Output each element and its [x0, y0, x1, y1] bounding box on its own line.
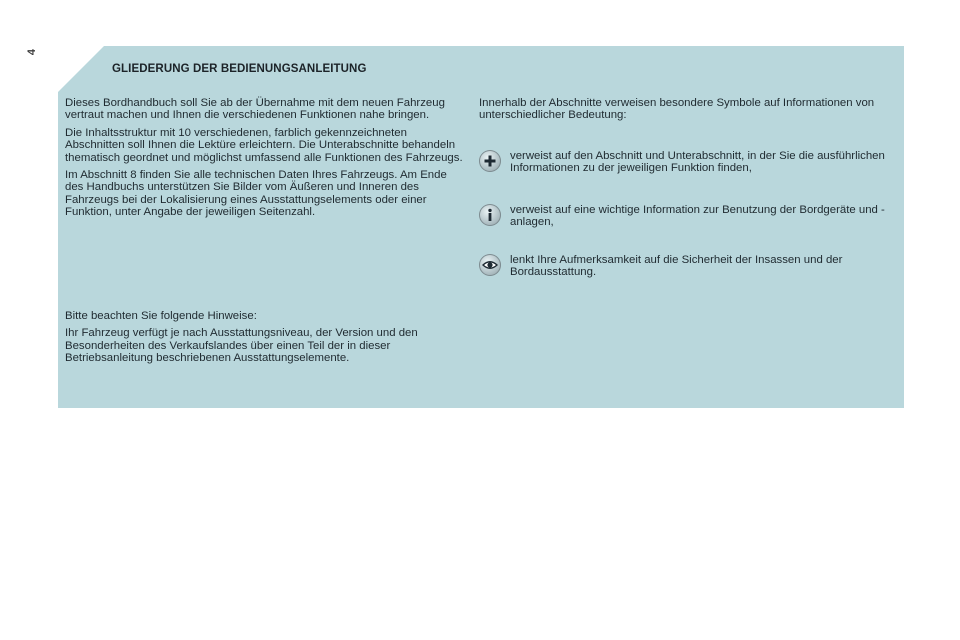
plus-icon: [479, 150, 501, 172]
symbols-intro: [479, 97, 879, 127]
page-number: 4: [26, 48, 38, 56]
intro-text-block: [65, 97, 465, 224]
section-title: GLIEDERUNG DER BEDIENUNGSANLEITUNG: [112, 63, 367, 75]
paragraph: Dieses Bordhandbuch soll Sie ab der Übernahme mit dem neuen Fahrzeug vertraut machen und Ihnen die verschiedenen Funktionen nahe bringen.: [65, 97, 445, 122]
eye-icon: [479, 254, 501, 276]
notes-heading: Bitte beachten Sie folgende Hinweise:: [65, 310, 257, 322]
notes-block: [65, 310, 465, 370]
notes-text: Ihr Fahrzeug verfügt je nach Ausstattungsniveau, der Version und den Besonderheiten des Verkaufslandes über einen Teil der in dieser Betriebsanleitung beschriebenen Ausstattungselemente.: [65, 327, 418, 365]
paragraph: Innerhalb der Abschnitte verweisen besondere Symbole auf Informationen von unterschiedlicher Bedeutung:: [479, 97, 875, 122]
symbol-description: verweist auf eine wichtige Information zur Benutzung der Bordgeräte und -anlagen,: [510, 204, 885, 229]
symbol-description: lenkt Ihre Aufmerksamkeit auf die Sicherheit der Insassen und der Bordausstattung.: [510, 254, 843, 279]
info-icon: [479, 204, 501, 226]
paragraph: Die Inhaltsstruktur mit 10 verschiedenen, farblich gekennzeichneten Abschnitten soll Ihnen die Lektüre erleichtern. Die Unterabschnitte behandeln thematisch geordnet und möglichst umfassend alle Funktionen des Fahrzeugs.: [65, 126, 463, 164]
symbol-description: verweist auf den Abschnitt und Unterabschnitt, in der Sie die ausführlichen Informationen zu der jeweiligen Funktion finden,: [510, 150, 885, 175]
paragraph: Im Abschnitt 8 finden Sie alle technischen Daten Ihres Fahrzeugs. Am Ende des Handbuchs unterstützen Sie Bilder vom Äußeren und Inneren des Fahrzeugs bei der Lokalisierung eines Ausstattungselements oder einer Funktion, unter Angabe der jeweiligen Seitenzahl.: [65, 169, 447, 219]
